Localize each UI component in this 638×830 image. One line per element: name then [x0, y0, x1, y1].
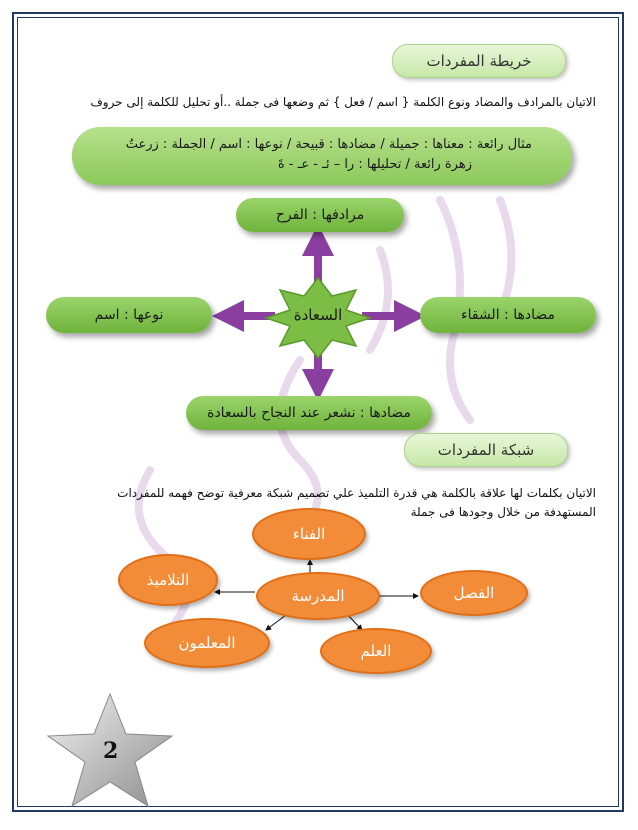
network-instruction-line-1: الاتيان بكلمات لها علاقة بالكلمة هي قدرة التلميذ علي تصميم شبكة معرفية توضح فهمه للمفردات: [117, 486, 596, 500]
instruction-text: الاتيان بالمرادف والمضاد ونوع الكلمة { اسم / فعل } ثم وضعها فى جملة ..أو تحليل للكلمة إلى حروف: [90, 95, 596, 109]
antonym-pill: مضادها : الشقاء: [420, 297, 596, 333]
network-node-students: التلاميذ: [118, 554, 218, 606]
synonym-pill: مرادفها : الفرح: [236, 198, 404, 232]
network-instruction-line-2: المستهدفة من خلال وجودها فى جملة: [410, 505, 596, 519]
network-node-courtyard: الفناء: [252, 508, 366, 560]
section-title-vocabulary-map: خريطة المفردات: [392, 44, 566, 78]
network-node-knowledge: العلم: [320, 628, 432, 674]
example-line-1: مثال رائعة : معناها : جميلة / مضادها : قبيحة / نوعها : اسم / الجملة : زرعتُ: [125, 137, 532, 152]
section-title-vocabulary-network: شبكة المفردات: [404, 433, 568, 467]
center-word: السعادة: [293, 306, 343, 324]
network-node-teachers: المعلمون: [144, 618, 270, 668]
word-type-pill: نوعها : اسم: [46, 297, 212, 333]
sentence-pill: مضادها : نشعر عند النجاح بالسعادة: [186, 396, 432, 430]
example-line-2: زهرة رائعة / تحليلها : را – ئـ - عـ - ةَ: [277, 157, 472, 172]
network-center-node: المدرسة: [256, 572, 380, 620]
page-number: 2: [103, 738, 119, 764]
network-node-classroom: الفصل: [420, 570, 528, 616]
